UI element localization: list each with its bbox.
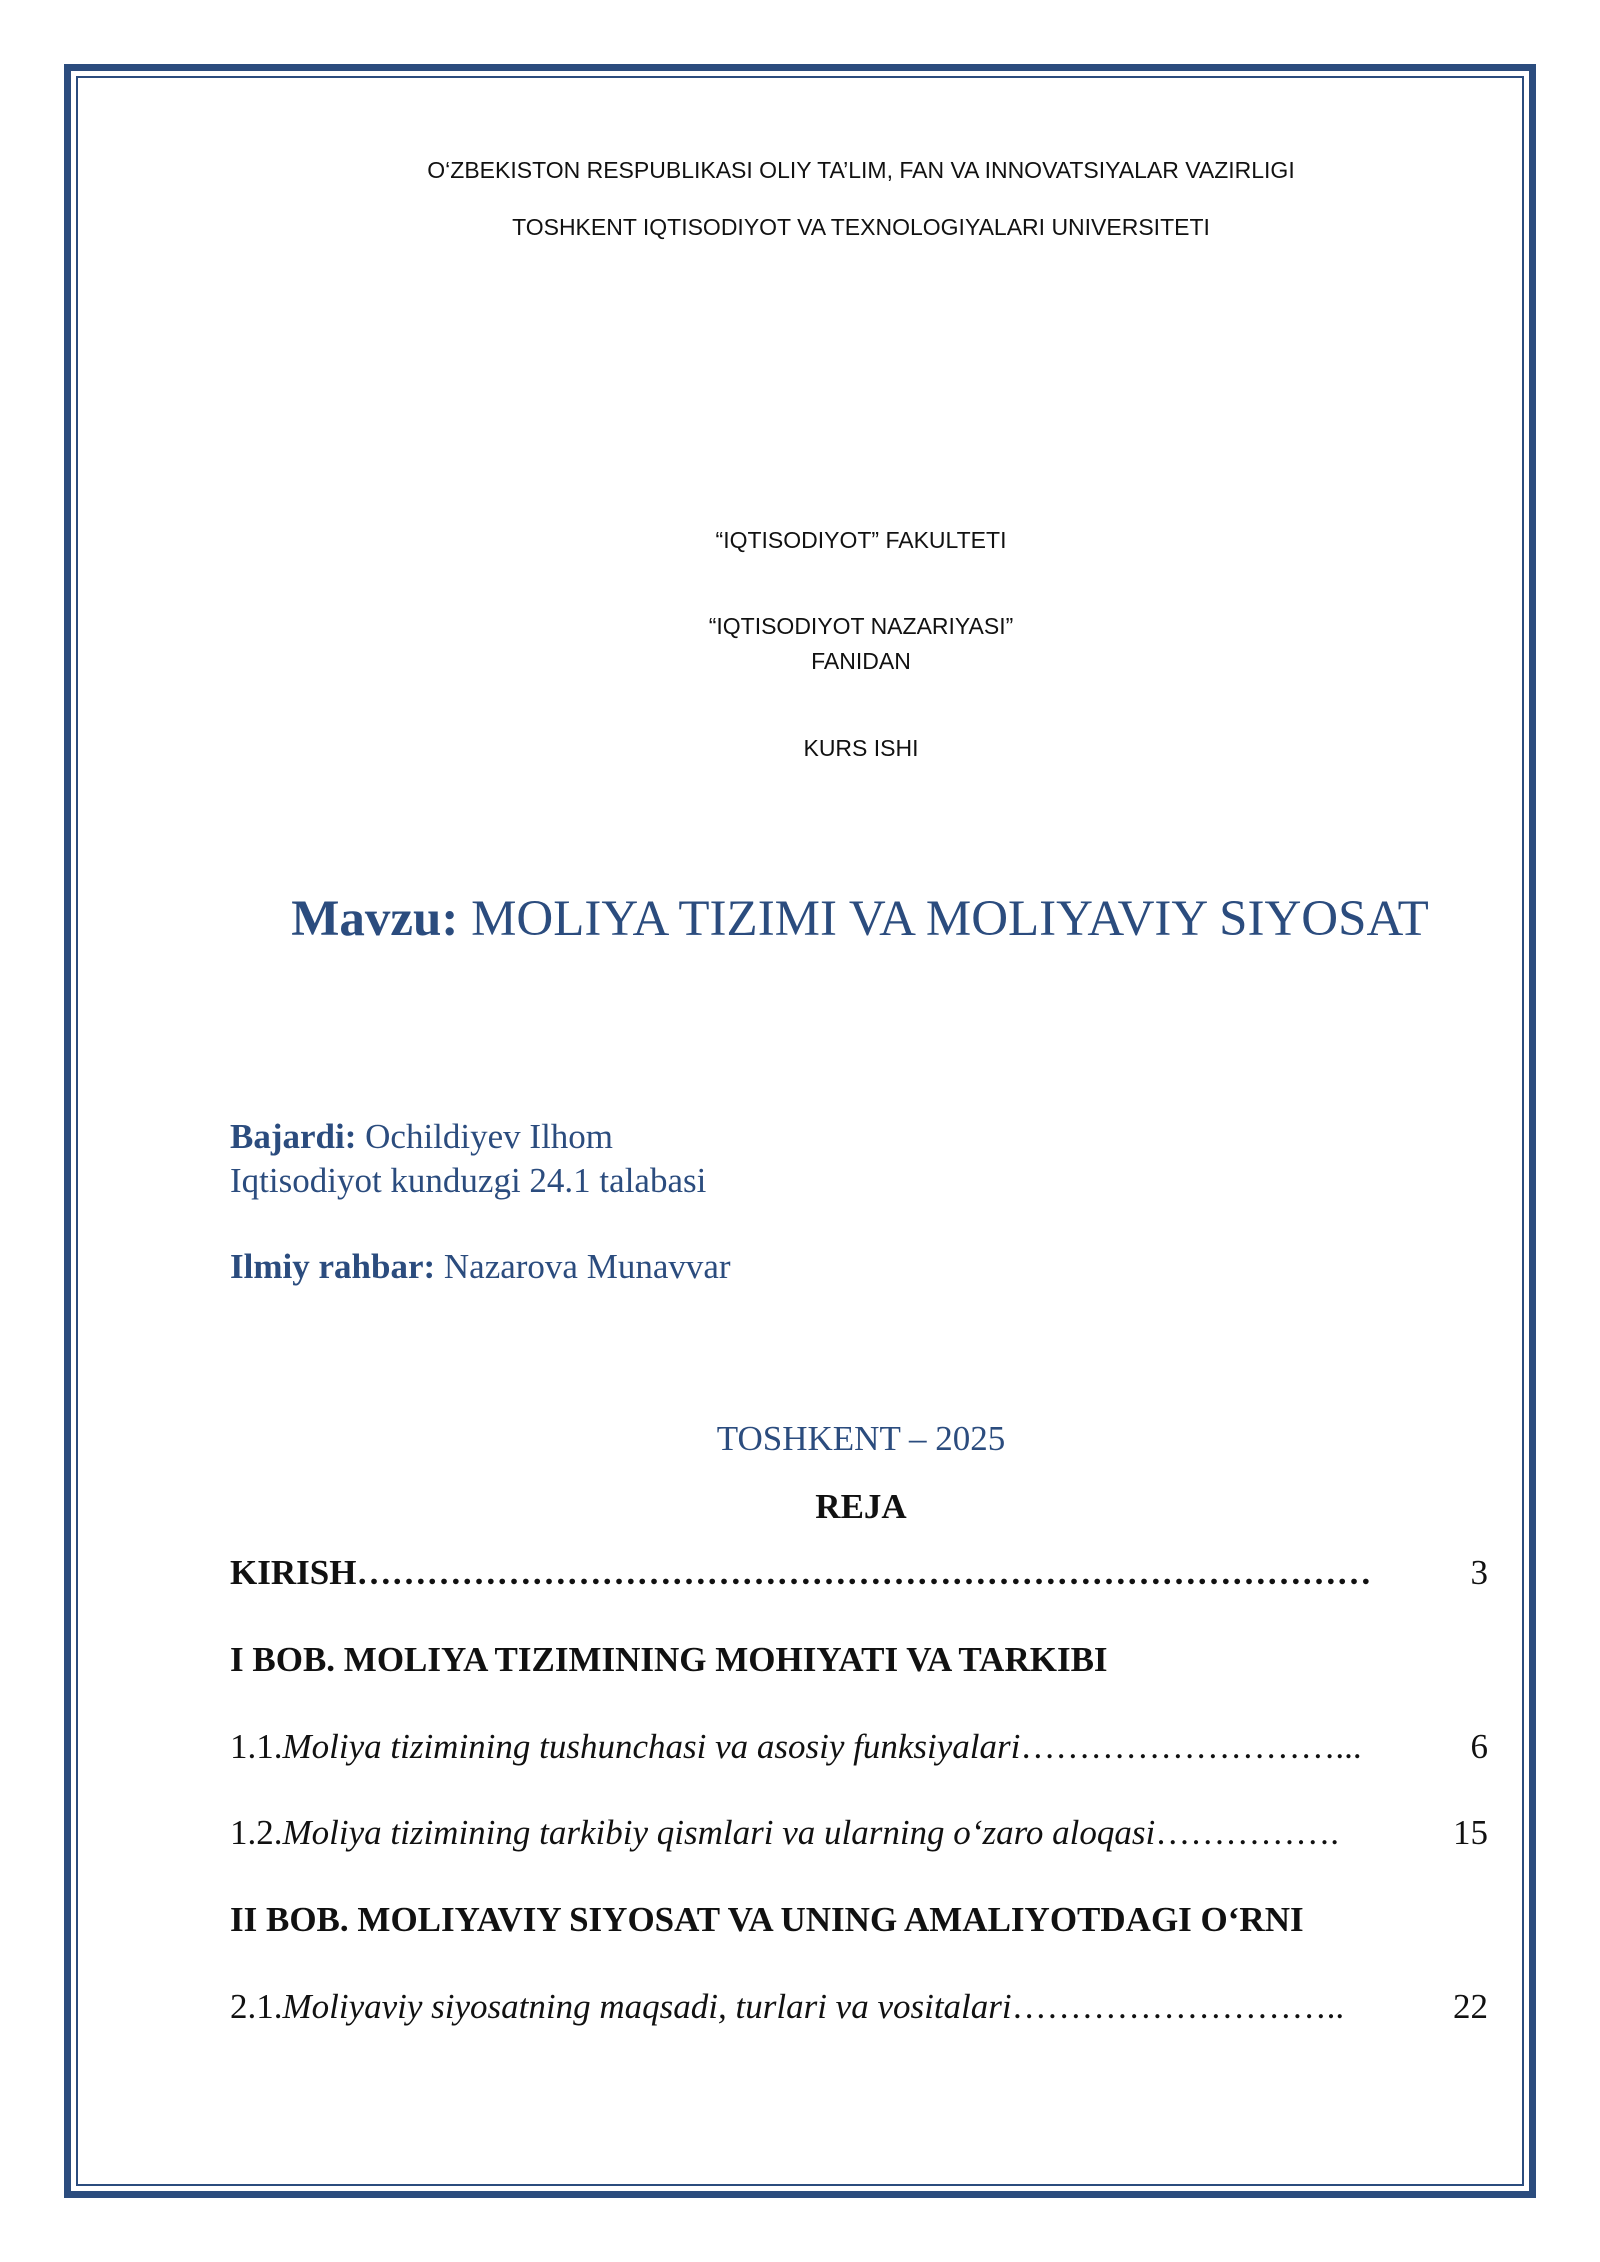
supervisor-label: Ilmiy rahbar: bbox=[230, 1247, 436, 1286]
toc-item-2-1-leader: ……………………….. bbox=[1011, 1987, 1345, 2026]
author-group: Iqtisodiyot kunduzgi 24.1 talabasi bbox=[230, 1161, 707, 1200]
toc-intro bbox=[230, 1553, 1488, 1593]
subject-heading-line1: “IQTISODIYOT NAZARIYASI” bbox=[708, 613, 1014, 639]
toc-item-1-1 bbox=[230, 1727, 1488, 1767]
toc-chapter1: I BOB. MOLIYA TIZIMINING MOHIYATI VA TARKIBI bbox=[230, 1640, 1108, 1679]
supervisor-name: Nazarova Munavvar bbox=[435, 1247, 731, 1286]
toc-item-2-1-title: Moliyaviy siyosatning maqsadi, turlari va vositalari bbox=[282, 1987, 1012, 2026]
toc-item-1-1-title: Moliya tizimining tushunchasi va asosiy funksiyalari bbox=[282, 1727, 1021, 1766]
author-line bbox=[230, 1117, 613, 1157]
toc-item-2-1 bbox=[230, 1987, 1488, 2027]
toc-item-1-2-page: 15 bbox=[1453, 1813, 1488, 1852]
toc-intro-leader: …………………………………………………………………………… bbox=[356, 1553, 1372, 1592]
toc-item-1-1-page: 6 bbox=[1470, 1727, 1488, 1766]
supervisor-line bbox=[230, 1247, 731, 1287]
toc-item-1-2-leader: ……………. bbox=[1155, 1813, 1339, 1852]
plan-title: REJA bbox=[815, 1487, 907, 1526]
ministry-heading: O‘ZBEKISTON RESPUBLIKASI OLIY TA’LIM, FAN VA INNOVATSIYALAR VAZIRLIGI bbox=[427, 157, 1295, 183]
toc-item-1-1-num: 1.1. bbox=[230, 1727, 283, 1766]
toc-item-2-1-page: 22 bbox=[1453, 1987, 1488, 2026]
toc-item-2-1-num: 2.1. bbox=[230, 1987, 283, 2026]
toc-item-1-1-leader: ………………………... bbox=[1020, 1727, 1362, 1766]
city-year: TOSHKENT – 2025 bbox=[716, 1419, 1006, 1458]
author-label: Bajardi: bbox=[230, 1117, 357, 1156]
toc-intro-page: 3 bbox=[1470, 1553, 1488, 1592]
subject-heading-line2: FANIDAN bbox=[811, 648, 911, 674]
topic-title bbox=[0, 890, 1600, 948]
topic-label: Mavzu: bbox=[291, 891, 459, 947]
toc-intro-label: KIRISH bbox=[230, 1553, 357, 1592]
author-name: Ochildiyev Ilhom bbox=[356, 1117, 614, 1156]
topic-text: MOLIYA TIZIMI VA MOLIYAVIY SIYOSAT bbox=[458, 891, 1429, 947]
toc-item-1-2 bbox=[230, 1813, 1488, 1853]
toc-item-1-2-num: 1.2. bbox=[230, 1813, 283, 1852]
toc-chapter2: II BOB. MOLIYAVIY SIYOSAT VA UNING AMALIYOTDAGI O‘RNI bbox=[230, 1900, 1304, 1939]
work-type: KURS ISHI bbox=[803, 735, 919, 761]
toc-item-1-2-title: Moliya tizimining tarkibiy qismlari va ularning o‘zaro aloqasi bbox=[282, 1813, 1156, 1852]
faculty-heading: “IQTISODIYOT” FAKULTETI bbox=[715, 527, 1007, 553]
university-heading: TOSHKENT IQTISODIYOT VA TEXNOLOGIYALARI UNIVERSITETI bbox=[512, 214, 1210, 240]
